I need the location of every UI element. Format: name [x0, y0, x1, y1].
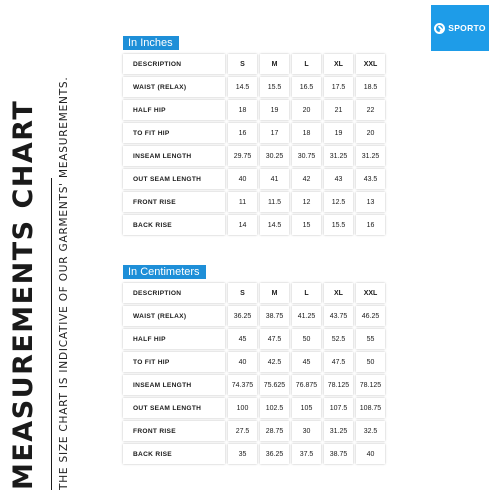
measurement-cell: 47.5	[260, 329, 289, 349]
header-size: S	[228, 54, 257, 74]
table-header-row	[123, 54, 385, 74]
measurement-cell: 45	[292, 352, 321, 372]
measurement-cell: 108.75	[356, 398, 385, 418]
table-row	[123, 375, 385, 395]
table-row	[123, 306, 385, 326]
measurement-cell: 50	[356, 352, 385, 372]
measurement-cell: 14	[228, 215, 257, 235]
row-description: TO FIT HIP	[123, 352, 225, 372]
measurement-cell: 15.5	[324, 215, 353, 235]
measurement-cell: 15.5	[260, 77, 289, 97]
measurement-cell: 18	[292, 123, 321, 143]
measurement-cell: 27.5	[228, 421, 257, 441]
measurement-cell: 17.5	[324, 77, 353, 97]
measurement-cell: 18	[228, 100, 257, 120]
row-description: INSEAM LENGTH	[123, 146, 225, 166]
table-row	[123, 100, 385, 120]
measurement-cell: 18.5	[356, 77, 385, 97]
measurement-cell: 31.25	[356, 146, 385, 166]
header-size: XXL	[356, 283, 385, 303]
measurement-cell: 20	[292, 100, 321, 120]
measurement-cell: 41.25	[292, 306, 321, 326]
centimeters-table	[120, 280, 388, 467]
measurement-cell: 19	[260, 100, 289, 120]
header-size: S	[228, 283, 257, 303]
measurement-cell: 15	[292, 215, 321, 235]
measurement-cell: 38.75	[324, 444, 353, 464]
measurement-cell: 107.5	[324, 398, 353, 418]
measurement-cell: 12.5	[324, 192, 353, 212]
row-description: BACK RISE	[123, 444, 225, 464]
inches-label: In Inches	[123, 36, 179, 50]
measurement-cell: 31.25	[324, 146, 353, 166]
measurement-cell: 16	[356, 215, 385, 235]
brand-logo	[431, 5, 489, 51]
measurement-cell: 43	[324, 169, 353, 189]
header-size: XL	[324, 54, 353, 74]
brand-name: SPORTO	[448, 23, 486, 33]
row-description: OUT SEAM LENGTH	[123, 398, 225, 418]
measurement-cell: 29.75	[228, 146, 257, 166]
measurement-cell: 41	[260, 169, 289, 189]
measurement-cell: 11	[228, 192, 257, 212]
measurement-cell: 74.375	[228, 375, 257, 395]
measurement-cell: 100	[228, 398, 257, 418]
measurement-cell: 45	[228, 329, 257, 349]
measurement-cell: 50	[292, 329, 321, 349]
measurement-cell: 52.5	[324, 329, 353, 349]
row-description: INSEAM LENGTH	[123, 375, 225, 395]
measurement-cell: 17	[260, 123, 289, 143]
inches-section	[123, 33, 388, 238]
header-size: L	[292, 283, 321, 303]
table-row	[123, 352, 385, 372]
row-description: WAIST (RELAX)	[123, 306, 225, 326]
measurement-cell: 46.25	[356, 306, 385, 326]
measurement-cell: 30.25	[260, 146, 289, 166]
measurement-cell: 38.75	[260, 306, 289, 326]
table-row	[123, 329, 385, 349]
table-row	[123, 215, 385, 235]
table-row	[123, 169, 385, 189]
inches-table	[120, 51, 388, 238]
measurement-cell: 31.25	[324, 421, 353, 441]
measurement-cell: 102.5	[260, 398, 289, 418]
table-row	[123, 421, 385, 441]
measurement-cell: 75.625	[260, 375, 289, 395]
measurement-cell: 32.5	[356, 421, 385, 441]
measurement-cell: 14.5	[260, 215, 289, 235]
table-row	[123, 444, 385, 464]
table-header-row	[123, 283, 385, 303]
table-row	[123, 146, 385, 166]
measurement-cell: 13	[356, 192, 385, 212]
chart-title: MEASUREMENTS CHART	[8, 99, 39, 490]
measurement-cell: 12	[292, 192, 321, 212]
title-divider	[51, 178, 52, 490]
table-row	[123, 123, 385, 143]
measurement-cell: 16	[228, 123, 257, 143]
measurement-cell: 11.5	[260, 192, 289, 212]
measurement-cell: 21	[324, 100, 353, 120]
measurement-cell: 37.5	[292, 444, 321, 464]
measurement-cell: 43.5	[356, 169, 385, 189]
measurement-cell: 55	[356, 329, 385, 349]
header-size: L	[292, 54, 321, 74]
header-description: DESCRIPTION	[123, 54, 225, 74]
centimeters-label: In Centimeters	[123, 265, 206, 279]
measurement-cell: 22	[356, 100, 385, 120]
row-description: HALF HIP	[123, 100, 225, 120]
centimeters-section	[123, 262, 388, 467]
table-row	[123, 192, 385, 212]
measurement-cell: 14.5	[228, 77, 257, 97]
measurement-cell: 20	[356, 123, 385, 143]
row-description: OUT SEAM LENGTH	[123, 169, 225, 189]
brand-mark-icon	[434, 23, 445, 34]
measurement-cell: 36.25	[228, 306, 257, 326]
measurement-cell: 36.25	[260, 444, 289, 464]
measurement-cell: 42	[292, 169, 321, 189]
measurement-cell: 76.875	[292, 375, 321, 395]
header-size: XL	[324, 283, 353, 303]
header-size: XXL	[356, 54, 385, 74]
measurement-cell: 40	[356, 444, 385, 464]
chart-subtitle: THE SIZE CHART IS INDICATIVE OF OUR GARMENTS' MEASUREMENTS.	[58, 76, 70, 490]
row-description: FRONT RISE	[123, 421, 225, 441]
table-row	[123, 398, 385, 418]
measurement-cell: 43.75	[324, 306, 353, 326]
measurement-cell: 16.5	[292, 77, 321, 97]
header-size: M	[260, 54, 289, 74]
measurement-cell: 30.75	[292, 146, 321, 166]
measurement-cell: 42.5	[260, 352, 289, 372]
row-description: BACK RISE	[123, 215, 225, 235]
measurement-cell: 78.125	[324, 375, 353, 395]
row-description: WAIST (RELAX)	[123, 77, 225, 97]
measurement-cell: 35	[228, 444, 257, 464]
header-size: M	[260, 283, 289, 303]
row-description: FRONT RISE	[123, 192, 225, 212]
measurement-cell: 47.5	[324, 352, 353, 372]
measurement-cell: 40	[228, 352, 257, 372]
measurement-cell: 78.125	[356, 375, 385, 395]
header-description: DESCRIPTION	[123, 283, 225, 303]
measurement-cell: 105	[292, 398, 321, 418]
measurement-cell: 28.75	[260, 421, 289, 441]
table-row	[123, 77, 385, 97]
row-description: TO FIT HIP	[123, 123, 225, 143]
measurement-cell: 30	[292, 421, 321, 441]
row-description: HALF HIP	[123, 329, 225, 349]
measurement-cell: 19	[324, 123, 353, 143]
measurement-cell: 40	[228, 169, 257, 189]
